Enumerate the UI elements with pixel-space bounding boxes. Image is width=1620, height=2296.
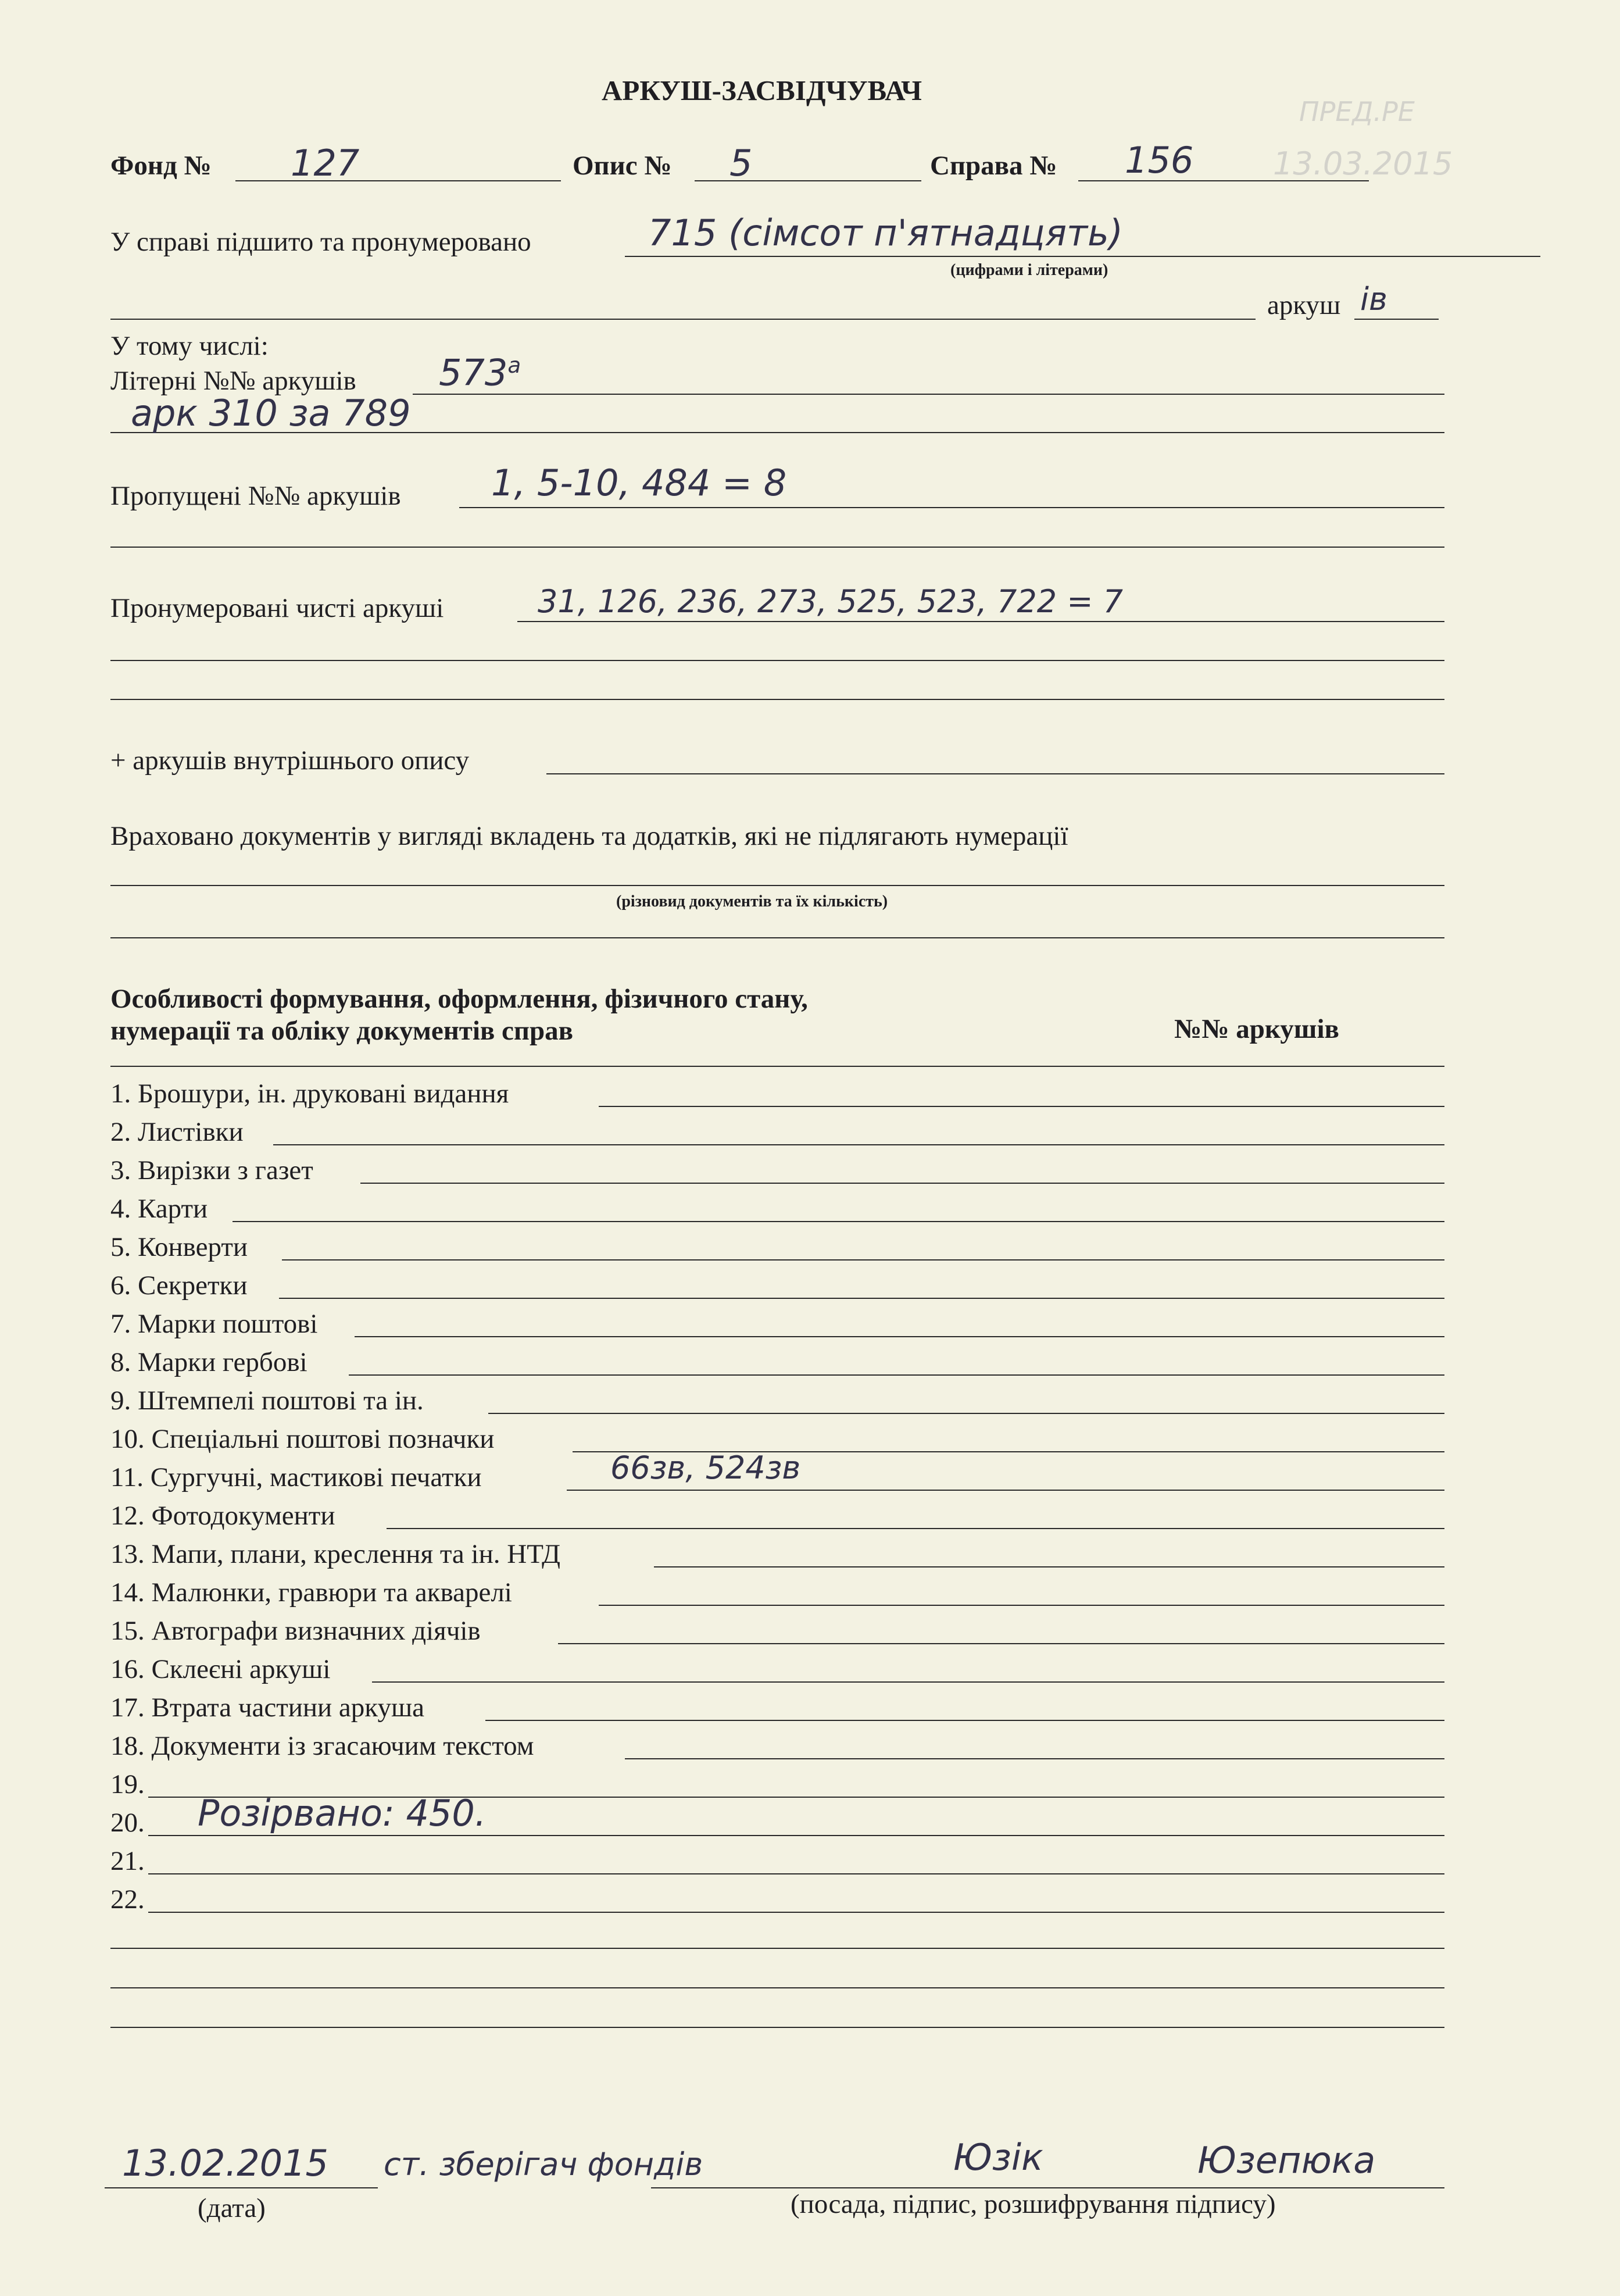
missed-sheets-label: Пропущені №№ аркушів — [110, 481, 401, 511]
internal-inventory-label: + аркушів внутрішнього опису — [110, 745, 470, 776]
extra-line-1 — [110, 1948, 1444, 1949]
position-caption: (посада, підпис, розшифрування підпису) — [791, 2189, 1276, 2219]
item-line — [485, 1720, 1444, 1721]
item-value: Розірвано: 450. — [198, 1792, 487, 1834]
item-label: 21. — [110, 1846, 145, 1876]
item-label: 2. Листівки — [110, 1117, 244, 1147]
item-label: 19. — [110, 1769, 145, 1799]
item-line — [599, 1605, 1444, 1606]
blank-sheets-line — [517, 621, 1444, 622]
item-label: 10. Спеціальні поштові позначки — [110, 1424, 495, 1454]
signature: Юзік — [953, 2136, 1043, 2179]
attachments-line-2 — [110, 937, 1444, 938]
corner-stamp-line-2: 13.03.2015 — [1273, 145, 1453, 182]
item-line — [282, 1259, 1444, 1261]
missed-sheets-line — [459, 507, 1444, 508]
missed-sheets-line-2 — [110, 547, 1444, 548]
opys-line — [695, 180, 921, 181]
item-label: 15. Автографи визначних діячів — [110, 1616, 481, 1646]
opys-label: Опис № — [573, 151, 672, 181]
numbered-line — [625, 256, 1540, 257]
including-label: У тому числі: — [110, 331, 269, 361]
corner-stamp-line-1: ПРЕД.РЕ — [1299, 96, 1415, 127]
letter-sheets-line — [413, 394, 1444, 395]
date-value: 13.02.2015 — [122, 2142, 328, 2184]
item-label: 5. Конверти — [110, 1232, 248, 1262]
extra-line-2 — [110, 1987, 1444, 1988]
blank-sheets-value: 31, 126, 236, 273, 525, 523, 722 = 7 — [538, 583, 1124, 620]
fond-line — [235, 180, 561, 181]
sprava-label: Справа № — [930, 151, 1057, 181]
numbered-caption: (цифрами і літерами) — [950, 261, 1108, 279]
item-label: 7. Марки поштові — [110, 1309, 318, 1339]
blank-sheets-label: Пронумеровані чисті аркуші — [110, 593, 444, 623]
blank-sheets-line-3 — [110, 699, 1444, 700]
letter-sheets-value: $573^а$ — [439, 351, 521, 394]
fond-value: 127 — [291, 142, 360, 184]
item-label: 11. Сургучні, мастикові печатки — [110, 1462, 482, 1492]
unit-label: аркуш — [1267, 290, 1341, 320]
item-line — [654, 1566, 1444, 1567]
item-line — [488, 1413, 1444, 1414]
unit-line — [1354, 319, 1439, 320]
position-value: ст. зберігач фондів — [384, 2146, 703, 2183]
item-line — [279, 1298, 1444, 1299]
opys-value: 5 — [729, 142, 753, 184]
features-heading-2: нумерації та обліку документів справ — [110, 1016, 574, 1046]
item-label: 17. Втрата частини аркуша — [110, 1692, 425, 1723]
extra-line-3 — [110, 2027, 1444, 2028]
item-label: 8. Марки гербові — [110, 1347, 307, 1377]
item-label: 1. Брошури, ін. друковані видання — [110, 1079, 509, 1109]
item-line — [233, 1221, 1444, 1222]
item-label: 12. Фотодокументи — [110, 1501, 335, 1531]
item-line — [372, 1681, 1444, 1683]
item-label: 9. Штемпелі поштові та ін. — [110, 1386, 424, 1416]
signature-line — [651, 2187, 1444, 2188]
fond-label: Фонд № — [110, 151, 212, 181]
item-line — [148, 1835, 1444, 1836]
item-label: 18. Документи із згасаючим текстом — [110, 1731, 534, 1761]
numbered-line-2 — [110, 319, 1256, 320]
item-line — [360, 1183, 1444, 1184]
attachments-line — [110, 885, 1444, 886]
attachments-label: Враховано документів у вигляді вкладень та додатків, які не підлягають нумерації — [110, 821, 1068, 851]
numbered-value: 715 (сімсот п'ятнадцять) — [648, 212, 1123, 254]
item-line — [148, 1873, 1444, 1874]
item-value: 66зв, 524зв — [610, 1449, 801, 1486]
date-caption: (дата) — [198, 2193, 266, 2223]
item-line — [625, 1758, 1444, 1759]
item-line — [558, 1643, 1444, 1644]
item-line — [148, 1912, 1444, 1913]
page-title: АРКУШ-ЗАСВІДЧУВАЧ — [602, 74, 922, 106]
missed-sheets-value: 1, 5-10, 484 = 8 — [491, 462, 787, 504]
attachments-caption: (різновид документів та їх кількість) — [616, 892, 888, 910]
item-line — [273, 1144, 1444, 1145]
item-label: 14. Малюнки, гравюри та акварелі — [110, 1577, 512, 1608]
internal-inventory-line — [546, 773, 1444, 774]
unit-value: ів — [1360, 281, 1387, 317]
item-line — [567, 1490, 1444, 1491]
item-label: 16. Склеєні аркуші — [110, 1654, 331, 1684]
item-label: 13. Мапи, плани, креслення та ін. НТД — [110, 1539, 561, 1569]
letter-sheets-label: Літерні №№ аркушів — [110, 366, 356, 396]
sprava-line — [1078, 180, 1369, 181]
numbered-label: У справі підшито та пронумеровано — [110, 227, 531, 257]
letter-sheets-line-2-value: арк 310 за 789 — [131, 392, 411, 434]
item-label: 22. — [110, 1884, 145, 1915]
signature-name: Юзепюка — [1197, 2139, 1376, 2181]
sheets-heading: №№ аркушів — [1174, 1014, 1339, 1044]
item-line — [349, 1374, 1444, 1376]
features-heading-1: Особливості формування, оформлення, фізичного стану, — [110, 984, 808, 1014]
date-line — [105, 2187, 378, 2188]
item-label: 6. Секретки — [110, 1270, 248, 1301]
blank-sheets-line-2 — [110, 660, 1444, 661]
sprava-value: 156 — [1125, 139, 1194, 181]
item-line — [355, 1336, 1444, 1337]
item-label: 20. — [110, 1808, 145, 1838]
item-label: 3. Вирізки з газет — [110, 1155, 313, 1186]
features-heading-line — [110, 1066, 1444, 1067]
item-line — [387, 1528, 1444, 1529]
item-line — [599, 1106, 1444, 1107]
item-label: 4. Карти — [110, 1194, 208, 1224]
